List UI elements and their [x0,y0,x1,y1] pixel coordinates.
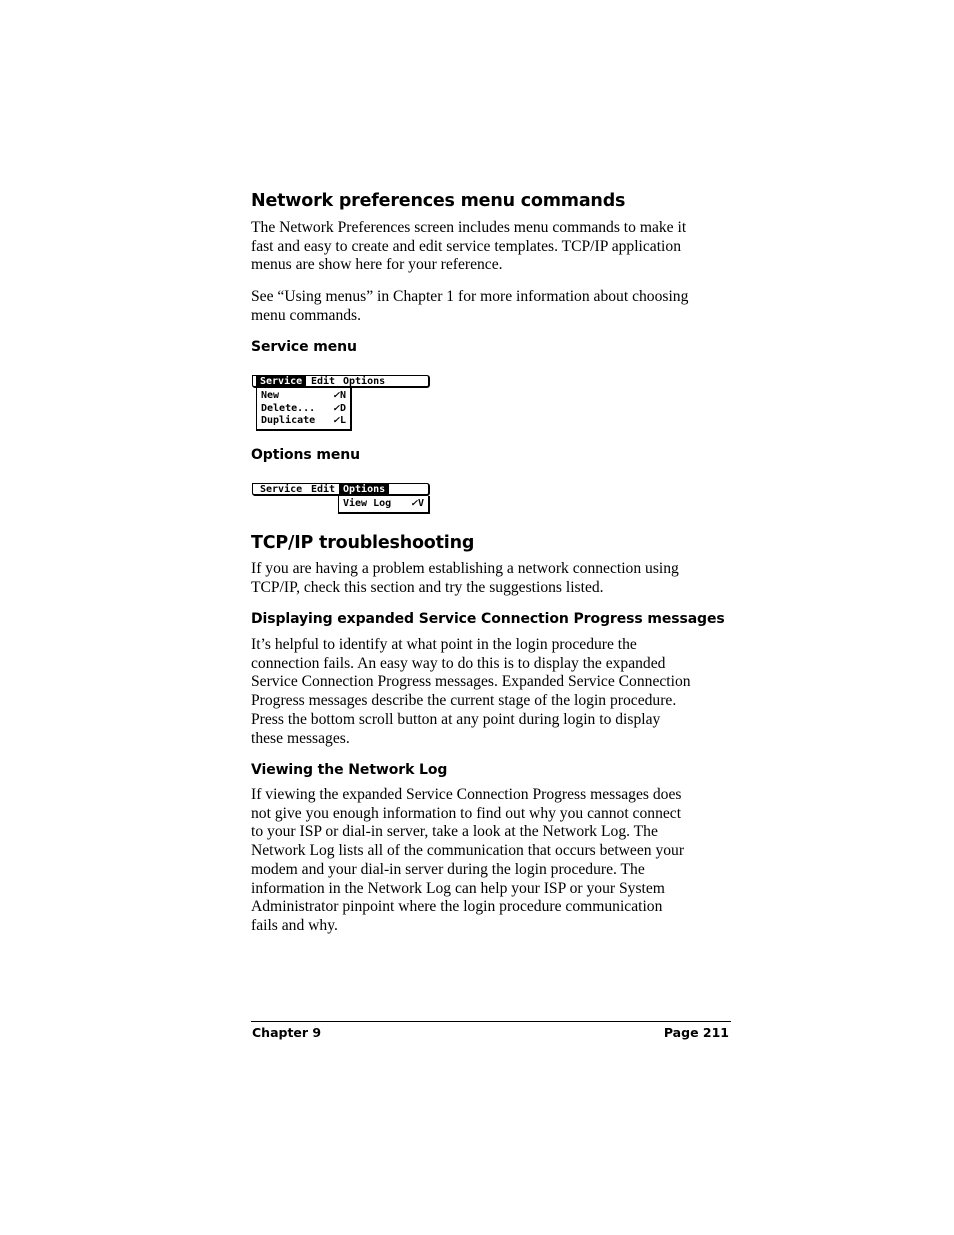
section-heading-network-preferences: Network preferences menu commands [251,191,626,211]
menu-options[interactable]: Options [343,376,386,387]
menu-item-delete[interactable] [257,403,350,416]
text-line: Network Log lists all of the communication that occurs between your [251,842,685,860]
service-menu-heading: Service menu [251,339,357,355]
options-dropdown [338,496,430,514]
shortcut-key: N [339,390,346,401]
intro-paragraph [251,219,731,275]
menu-service[interactable]: Service [260,484,303,495]
shortcut [333,415,346,428]
expanded-messages-paragraph [251,636,731,748]
menu-item-view-log[interactable] [339,498,428,511]
text-line: If you are having a problem establishing a network connection using [251,560,679,577]
service-dropdown [256,388,352,431]
section-heading-tcpip-troubleshooting: TCP/IP troubleshooting [251,533,475,553]
menu-item-new[interactable] [257,390,350,403]
footer-chapter: Chapter 9 [252,1025,322,1040]
troubleshooting-intro-paragraph [251,560,731,597]
text-line: not give you enough information to find out why you cannot connect [251,804,682,822]
text-line: Administrator pinpoint where the login procedure communication [251,898,663,916]
text-line: Press the bottom scroll button at any point during login to display [251,710,661,728]
menu-bar [252,375,430,388]
graffiti-command-stroke-icon: ✓ [332,390,339,401]
graffiti-command-stroke-icon: ✓ [332,402,339,414]
text-line: these messages. [251,729,350,747]
graffiti-command-stroke-icon: ✓ [410,498,417,509]
service-menu-screenshot [252,375,434,433]
network-log-paragraph [251,786,731,936]
shortcut [333,403,346,416]
text-line: It’s helpful to identify at what point in the login procedure the [251,636,637,653]
text-line: fast and easy to create and edit service templates. TCP/IP application [251,237,681,255]
menu-bar [252,483,430,496]
menu-options[interactable]: Options [339,484,389,495]
menu-item-label: New [261,390,280,401]
menu-edit[interactable]: Edit [311,376,336,387]
shortcut-key: L [339,415,346,426]
shortcut-key: D [339,402,346,414]
text-line: TCP/IP, check this section and try the suggestions listed. [251,578,604,596]
menu-edit[interactable]: Edit [311,484,336,495]
text-line: modem and your dial-in server during the login procedure. The [251,860,645,878]
menu-item-label: Duplicate [261,415,316,426]
shortcut [411,498,424,511]
network-log-heading: Viewing the Network Log [251,762,448,778]
text-line: See “Using menus” in Chapter 1 for more information about choosing [251,288,689,305]
shortcut [333,390,346,403]
menu-item-label: Delete... [261,402,316,414]
text-line: menu commands. [251,306,362,324]
text-line: fails and why. [251,916,338,934]
text-line: information in the Network Log can help your ISP or your System [251,879,665,897]
shortcut-key: V [417,498,424,509]
text-line: The Network Preferences screen includes menu commands to make it [251,219,687,236]
text-line: to your ISP or dial-in server, take a look at the Network Log. The [251,823,658,841]
options-menu-heading: Options menu [251,447,361,463]
menus-reference-paragraph [251,288,731,325]
text-line: Progress messages describe the current stage of the login procedure. [251,692,677,710]
options-menu-screenshot [252,483,434,515]
menu-item-duplicate[interactable] [257,415,350,428]
text-line: If viewing the expanded Service Connection Progress messages does [251,786,682,803]
graffiti-command-stroke-icon: ✓ [332,415,339,426]
text-line: connection fails. An easy way to do this is to display the expanded [251,654,666,672]
footer-page-number: Page 211 [663,1025,729,1040]
menu-service[interactable]: Service [256,376,306,387]
menu-item-label: View Log [343,498,392,509]
expanded-messages-heading: Displaying expanded Service Connection Progress messages [251,611,725,627]
footer-rule [251,1021,731,1022]
text-line: menus are show here for your reference. [251,256,503,274]
text-line: Service Connection Progress messages. Expanded Service Connection [251,673,691,691]
